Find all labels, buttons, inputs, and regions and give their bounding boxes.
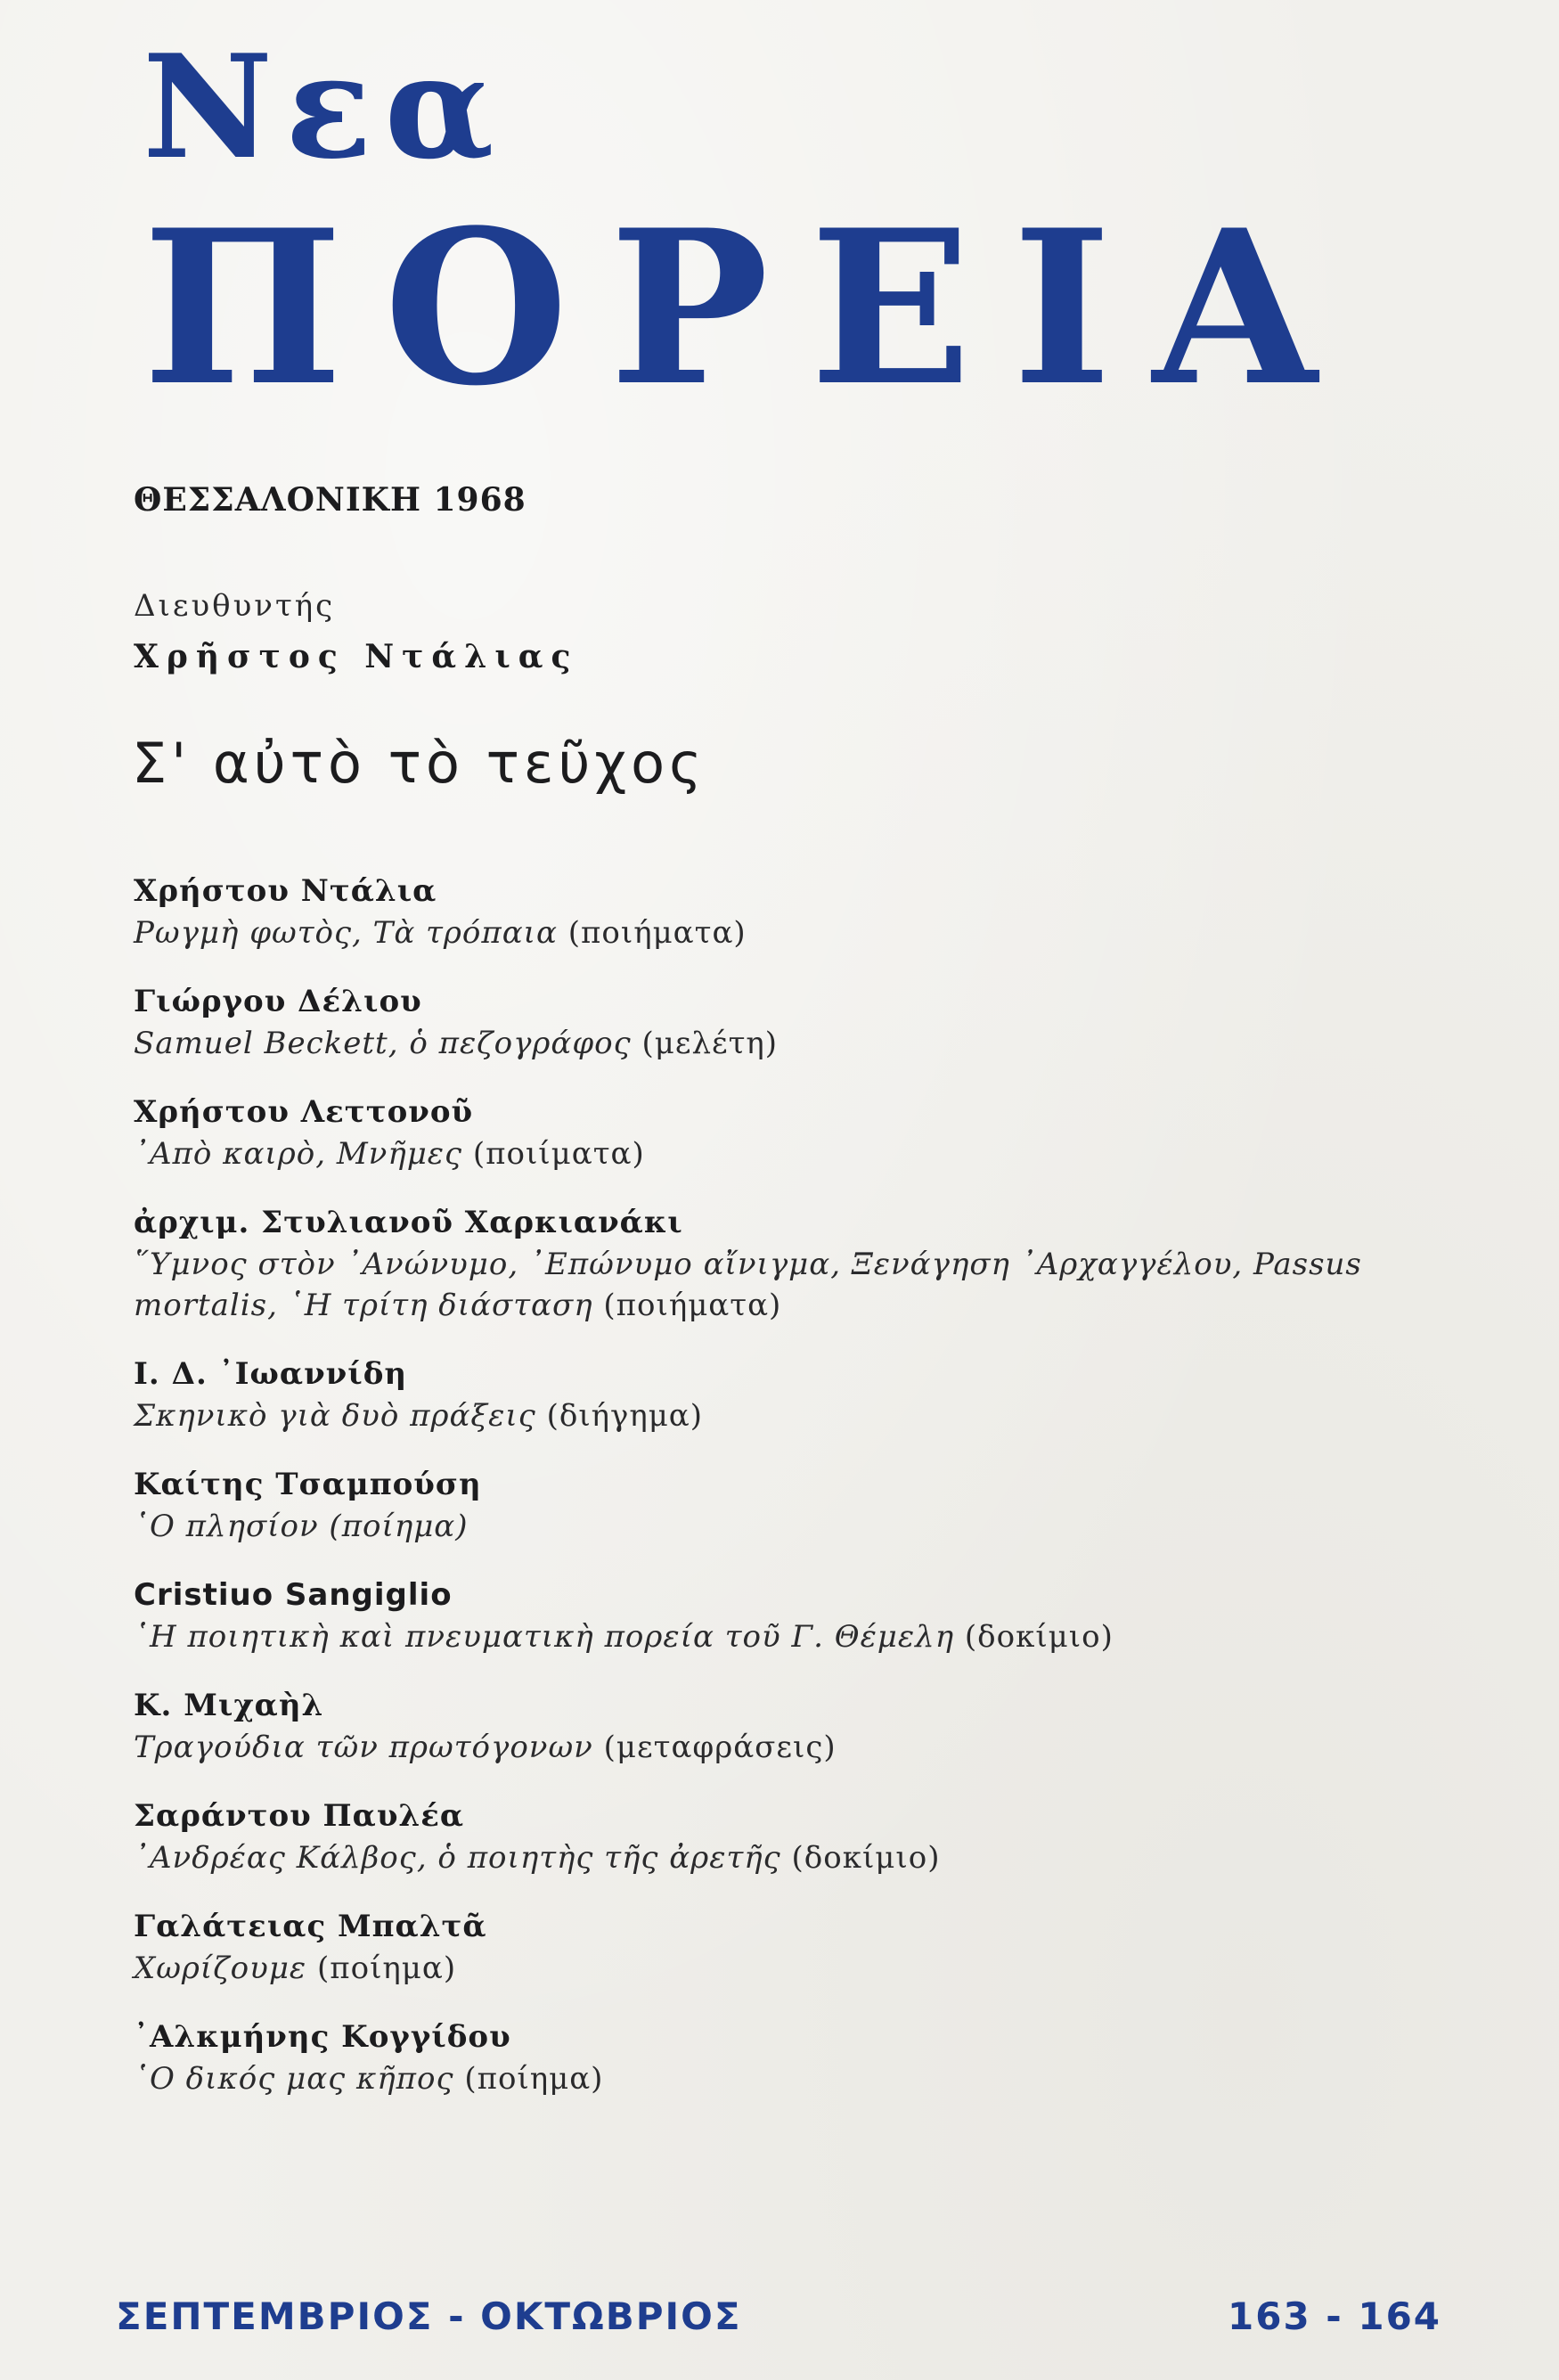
city-year: ΘΕΣΣΑΛΟΝΙΚΗ 1968 [134, 481, 526, 519]
toc-author: Ι. Δ. ᾿Ιωαννίδη [134, 1356, 408, 1392]
toc-entry [134, 2016, 1434, 2099]
toc-work [134, 1727, 1434, 1768]
toc-work [134, 2058, 1434, 2099]
toc-entry [134, 1201, 1434, 1326]
toc-author: Καίτης Τσαμπούση [134, 1467, 482, 1502]
toc-author: Χρήστου Λεττονοῦ [134, 1094, 474, 1130]
issue-months: ΣΕΠΤΕΜΒΡΙΟΣ - ΟΚΤΩΒΡΙΟΣ [116, 2294, 742, 2338]
toc-author: Γιώργου Δέλιου [134, 984, 422, 1019]
toc-author: Σαράντου Παυλέα [134, 1798, 465, 1834]
issue-number: 163 - 164 [1228, 2294, 1442, 2338]
magazine-title-small: Νεα [143, 23, 507, 191]
toc-work-genre: (μελέτη) [641, 1026, 779, 1061]
toc-entry [134, 1463, 1434, 1547]
toc-work-title: Τραγούδια τῶν πρωτόγονων [134, 1730, 593, 1765]
toc-work-title: Χωρίζουμε [134, 1951, 307, 1986]
toc-work [134, 1023, 1434, 1064]
toc-work-title: ῞Υμνος στὸν ᾿Ανώνυμο, ᾿Επώνυμο αἴνιγμα, Ξενάγηση ᾿Αρχαγγέλου, Passus mortalis, ῾Η τρίτη διάσταση [134, 1247, 1362, 1323]
toc-work [134, 1616, 1434, 1657]
toc-work-genre: (ποιήματα) [603, 1288, 782, 1323]
toc-author: Κ. Μιχαὴλ [134, 1688, 324, 1723]
toc-entry [134, 1905, 1434, 1989]
toc-work-genre: (διήγημα) [546, 1398, 704, 1434]
toc-work [134, 1133, 1434, 1174]
toc-author: ᾿Αλκμήνης Κογγίδου [134, 2019, 511, 2055]
toc-author: Cristiuo Sangiglio [134, 1577, 453, 1613]
toc-entry [134, 980, 1434, 1064]
toc-work-genre: (ποιίματα) [472, 1136, 645, 1172]
toc-work-genre: (μεταφράσεις) [603, 1730, 837, 1765]
toc-work-title: ῾Ο πλησίον (ποίημα) [134, 1509, 469, 1544]
toc-work-genre: (δοκίμιο) [791, 1840, 941, 1876]
toc-work-title: Σκηνικὸ γιὰ δυὸ πράξεις [134, 1398, 536, 1434]
toc-entry [134, 1574, 1434, 1657]
director-label: Διευθυντής [134, 588, 336, 624]
toc-entry [134, 870, 1434, 953]
toc-work [134, 1837, 1434, 1878]
issue-contents-heading: Σ' αὐτὸ τὸ τεῦχος [132, 731, 706, 796]
toc-work-genre: (ποίημα) [464, 2061, 604, 2097]
toc-entry [134, 1795, 1434, 1878]
toc-work [134, 1948, 1434, 1989]
magazine-title-large: ΠΟΡΕΙΑ [143, 184, 1359, 433]
director-name: Χρῆστος Ντάλιας [134, 638, 579, 675]
toc-work-title: Ρωγμὴ φωτὸς, Τὰ τρόπαια [134, 915, 558, 951]
toc-work [134, 1395, 1434, 1436]
toc-author: Γαλάτειας Μπαλτᾶ [134, 1909, 487, 1944]
toc-entry [134, 1684, 1434, 1768]
toc-work-title: ῾Η ποιητικὴ καὶ πνευματικὴ πορεία τοῦ Γ. Θέμελη [134, 1619, 955, 1655]
toc-work-title: ᾿Απὸ καιρὸ, Μνῆμες [134, 1136, 463, 1172]
toc-entry [134, 1091, 1434, 1174]
toc-author: ἀρχιμ. Στυλιανοῦ Χαρκιανάκι [134, 1205, 683, 1240]
toc-author: Χρήστου Ντάλια [134, 873, 437, 909]
toc-work [134, 1506, 1434, 1547]
toc-work-genre: (ποιήματα) [567, 915, 747, 951]
toc-entry [134, 1353, 1434, 1436]
toc-work-genre: (ποίημα) [316, 1951, 457, 1986]
table-of-contents [134, 870, 1434, 2126]
toc-work-genre: (δοκίμιο) [964, 1619, 1114, 1655]
toc-work [134, 912, 1434, 953]
toc-work-title: ᾿Ανδρέας Κάλβος, ὁ ποιητὴς τῆς ἀρετῆς [134, 1840, 781, 1876]
toc-work-title: Samuel Beckett, ὁ πεζογράφος [134, 1026, 632, 1061]
toc-work-title: ῾Ο δικός μας κῆπος [134, 2061, 454, 2097]
toc-work [134, 1244, 1434, 1326]
